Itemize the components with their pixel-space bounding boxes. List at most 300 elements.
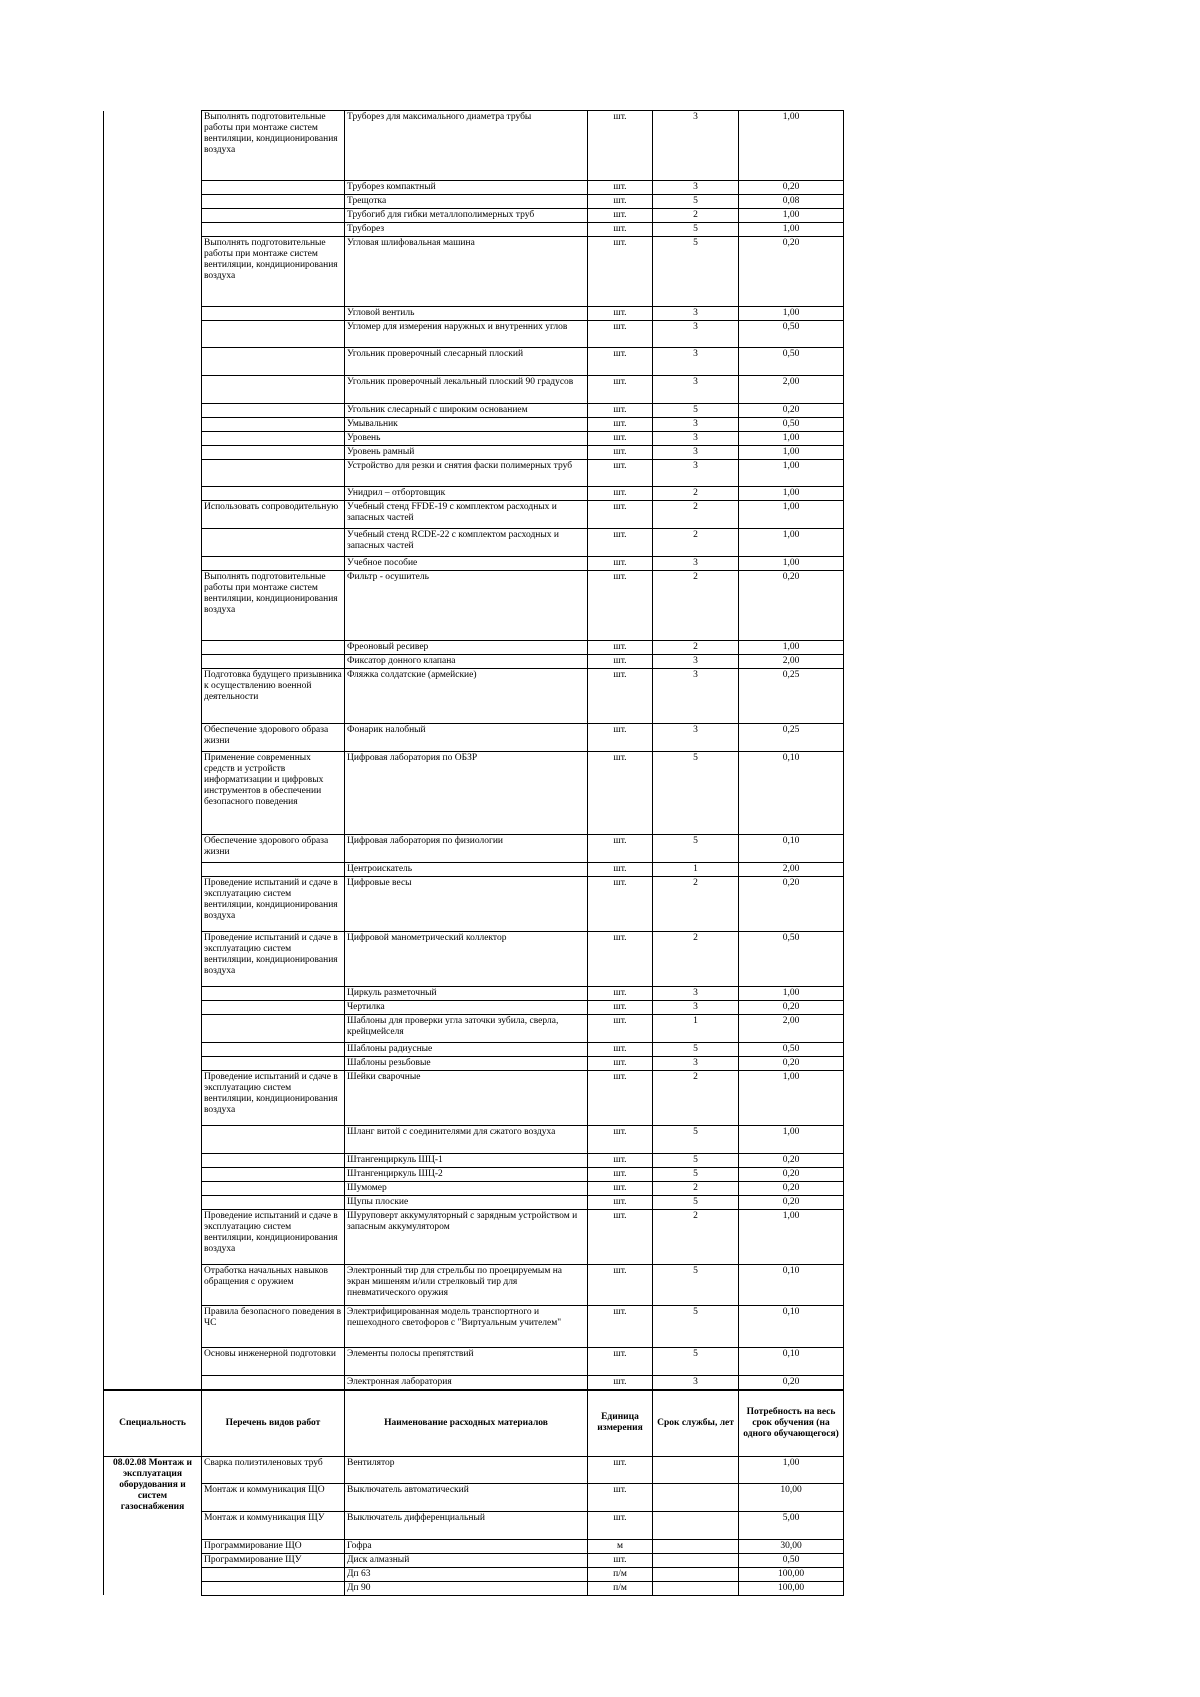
work-cell [202,1015,345,1043]
need-cell: 0,20 [739,1196,844,1210]
material-cell: Вентилятор [345,1456,588,1483]
table-row [104,1483,844,1511]
work-cell: Правила безопасного поведения в ЧС [202,1306,345,1348]
work-cell: Проведение испытаний и сдаче в эксплуатацию систем вентиляции, кондиционирования воздуха [202,1210,345,1265]
table-row [104,1015,844,1043]
unit-cell: шт. [588,1182,653,1196]
need-cell: 0,20 [739,1154,844,1168]
specialty-cell [104,1196,202,1210]
need-cell: 0,20 [739,181,844,195]
table-row [104,348,844,376]
material-cell: Учебное пособие [345,557,588,571]
life-cell: 5 [653,1043,739,1057]
work-cell: Обеспечение здорового образа жизни [202,724,345,752]
table-row [104,237,844,307]
unit-cell: шт. [588,487,653,501]
unit-cell: п/м [588,1567,653,1581]
need-cell: 1,00 [739,557,844,571]
need-cell: 1,00 [739,209,844,223]
table-row [104,1456,844,1483]
life-cell: 2 [653,641,739,655]
work-cell [202,1154,345,1168]
life-cell: 5 [653,1168,739,1182]
need-cell: 1,00 [739,987,844,1001]
unit-cell: шт. [588,1126,653,1154]
table-row [104,1581,844,1595]
need-cell: 0,10 [739,1306,844,1348]
specialty-cell [104,1306,202,1348]
table-row [104,1057,844,1071]
work-cell [202,460,345,487]
unit-cell: шт. [588,863,653,877]
specialty-cell [104,209,202,223]
unit-cell: шт. [588,1348,653,1376]
material-cell: Цифровые весы [345,877,588,932]
work-cell: Подготовка будущего призывника к осуществлению военной деятельности [202,669,345,724]
need-cell: 1,00 [739,1210,844,1265]
table-row [104,501,844,529]
work-cell [202,376,345,404]
life-cell: 3 [653,321,739,348]
work-cell [202,529,345,557]
life-cell [653,1581,739,1595]
table-row [104,557,844,571]
need-cell: 30,00 [739,1539,844,1553]
specialty-cell [104,529,202,557]
material-cell: Элементы полосы препятствий [345,1348,588,1376]
life-cell: 3 [653,432,739,446]
need-cell: 1,00 [739,1126,844,1154]
material-cell: Шумомер [345,1182,588,1196]
need-cell: 0,50 [739,932,844,987]
unit-cell: шт. [588,1210,653,1265]
life-cell: 3 [653,1001,739,1015]
specialty-cell [104,1581,202,1595]
header-specialty: Специальность [104,1390,202,1456]
table-row [104,487,844,501]
material-cell: Угольник проверочный слесарный плоский [345,348,588,376]
life-cell: 5 [653,1126,739,1154]
need-cell: 0,10 [739,1265,844,1306]
life-cell: 3 [653,348,739,376]
specialty-cell [104,1567,202,1581]
unit-cell: шт. [588,655,653,669]
unit-cell: шт. [588,1071,653,1126]
work-cell [202,307,345,321]
need-cell: 0,20 [739,1168,844,1182]
material-cell: Штангенциркуль ШЦ-2 [345,1168,588,1182]
life-cell: 2 [653,529,739,557]
unit-cell: шт. [588,1001,653,1015]
specialty-cell [104,1168,202,1182]
material-cell: Выключатель дифференциальный [345,1511,588,1539]
material-cell: Дп 63 [345,1567,588,1581]
need-cell: 1,00 [739,460,844,487]
life-cell: 2 [653,571,739,641]
section-one-body [104,111,844,1391]
material-cell: Уровень рамный [345,446,588,460]
work-cell [202,418,345,432]
specialty-cell [104,932,202,987]
material-cell: Шейки сварочные [345,1071,588,1126]
material-cell: Цифровая лаборатория по ОБЗР [345,752,588,835]
specialty-cell [104,1154,202,1168]
specialty-cell [104,181,202,195]
material-cell: Фиксатор донного клапана [345,655,588,669]
table-row [104,307,844,321]
work-cell: Обеспечение здорового образа жизни [202,835,345,863]
unit-cell: шт. [588,209,653,223]
life-cell: 5 [653,223,739,237]
work-cell [202,1182,345,1196]
material-cell: Угломер для измерения наружных и внутренних углов [345,321,588,348]
need-cell: 10,00 [739,1483,844,1511]
table-row [104,987,844,1001]
work-cell: Основы инженерной подготовки [202,1348,345,1376]
life-cell: 3 [653,1376,739,1391]
need-cell: 2,00 [739,655,844,669]
specialty-cell [104,987,202,1001]
unit-cell: шт. [588,1376,653,1391]
table-row [104,835,844,863]
need-cell: 1,00 [739,446,844,460]
work-cell [202,432,345,446]
need-cell: 0,50 [739,348,844,376]
unit-cell: шт. [588,223,653,237]
life-cell: 3 [653,460,739,487]
life-cell: 5 [653,752,739,835]
material-cell: Цифровой манометрический коллектор [345,932,588,987]
table-row [104,1126,844,1154]
work-cell [202,655,345,669]
need-cell: 0,50 [739,1553,844,1567]
header-life: Срок службы, лет [653,1390,739,1456]
specialty-cell [104,1043,202,1057]
need-cell: 0,10 [739,1348,844,1376]
life-cell [653,1511,739,1539]
work-cell: Проведение испытаний и сдаче в эксплуатацию систем вентиляции, кондиционирования воздуха [202,877,345,932]
unit-cell: шт. [588,237,653,307]
specialty-cell [104,460,202,487]
unit-cell: шт. [588,641,653,655]
unit-cell: шт. [588,501,653,529]
unit-cell: шт. [588,1306,653,1348]
work-cell [202,446,345,460]
table-row [104,529,844,557]
material-cell: Чертилка [345,1001,588,1015]
work-cell: Использовать сопроводительную [202,501,345,529]
specialty-cell [104,571,202,641]
life-cell: 3 [653,111,739,181]
specialty-cell [104,835,202,863]
table-row [104,1306,844,1348]
need-cell: 0,20 [739,1376,844,1391]
work-cell: Монтаж и коммуникация ЩУ [202,1511,345,1539]
need-cell: 1,00 [739,1071,844,1126]
specialty-cell [104,863,202,877]
need-cell: 0,20 [739,877,844,932]
document-page [103,110,843,1596]
specialty-cell [104,432,202,446]
specialty-cell [104,111,202,181]
work-cell [202,1001,345,1015]
table-row [104,1376,844,1391]
table-row [104,223,844,237]
work-cell [202,1196,345,1210]
need-cell: 1,00 [739,111,844,181]
need-cell: 0,20 [739,571,844,641]
life-cell: 2 [653,932,739,987]
life-cell [653,1567,739,1581]
material-cell: Учебный стенд RCDE-22 с комплектом расходных и запасных частей [345,529,588,557]
work-cell [202,1057,345,1071]
table-row [104,181,844,195]
table-row [104,446,844,460]
life-cell: 1 [653,1015,739,1043]
life-cell: 3 [653,418,739,432]
life-cell: 5 [653,1154,739,1168]
unit-cell: шт. [588,307,653,321]
table-row [104,1043,844,1057]
table-row [104,655,844,669]
material-cell: Шаблоны резьбовые [345,1057,588,1071]
material-cell: Цифровая лаборатория по физиологии [345,835,588,863]
unit-cell: шт. [588,1553,653,1567]
need-cell: 0,50 [739,321,844,348]
unit-cell: шт. [588,987,653,1001]
life-cell: 3 [653,307,739,321]
header-unit: Единица измерения [588,1390,653,1456]
unit-cell: шт. [588,1456,653,1483]
need-cell: 0,20 [739,237,844,307]
table-row [104,1001,844,1015]
table-row [104,877,844,932]
unit-cell: шт. [588,111,653,181]
table-row [104,1539,844,1553]
material-cell: Учебный стенд FFDE-19 с комплектом расходных и запасных частей [345,501,588,529]
life-cell: 2 [653,209,739,223]
table-row [104,1196,844,1210]
unit-cell: шт. [588,835,653,863]
unit-cell: шт. [588,932,653,987]
unit-cell: шт. [588,1154,653,1168]
specialty-cell [104,348,202,376]
unit-cell: шт. [588,877,653,932]
specialty-cell [104,641,202,655]
table-row [104,209,844,223]
unit-cell: шт. [588,1511,653,1539]
specialty-cell [104,487,202,501]
material-cell: Фильтр - осушитель [345,571,588,641]
material-cell: Шаблоны радиусные [345,1043,588,1057]
table-row [104,932,844,987]
table-row [104,1182,844,1196]
work-cell [202,321,345,348]
material-cell: Щупы плоские [345,1196,588,1210]
unit-cell: шт. [588,1015,653,1043]
need-cell: 0,50 [739,418,844,432]
material-cell: Фонарик налобный [345,724,588,752]
section-two-body [104,1390,844,1595]
unit-cell: шт. [588,348,653,376]
life-cell: 3 [653,724,739,752]
material-cell: Электронный тир для стрельбы по проецируемым на экран мишеням и/или стрелковый тир для пневматического оружия [345,1265,588,1306]
material-cell: Штангенциркуль ШЦ-1 [345,1154,588,1168]
work-cell [202,181,345,195]
table-row [104,1168,844,1182]
work-cell: Применение современных средств и устройств информатизации и цифровых инструментов в обеспечении безопасного поведения [202,752,345,835]
table-row [104,418,844,432]
life-cell: 5 [653,1196,739,1210]
table-row [104,724,844,752]
need-cell: 0,08 [739,195,844,209]
table-row [104,432,844,446]
material-cell: Фреоновый ресивер [345,641,588,655]
table-row [104,460,844,487]
specialty-cell [104,1265,202,1306]
table-row [104,321,844,348]
material-cell: Шаблоны для проверки угла заточки зубила, сверла, крейцмейселя [345,1015,588,1043]
specialty-cell [104,669,202,724]
material-cell: Трубогиб для гибки металлополимерных труб [345,209,588,223]
life-cell: 3 [653,655,739,669]
material-cell: Устройство для резки и снятия фаски полимерных труб [345,460,588,487]
life-cell: 5 [653,1348,739,1376]
materials-table [103,110,844,1596]
specialty-cell [104,307,202,321]
need-cell: 1,00 [739,223,844,237]
material-cell: Угольник слесарный с широким основанием [345,404,588,418]
table-row [104,111,844,181]
specialty-cell [104,1539,202,1553]
specialty-cell [104,195,202,209]
work-cell: Программирование ЩО [202,1539,345,1553]
work-cell: Выполнять подготовительные работы при монтаже систем вентиляции, кондиционирования воздуха [202,571,345,641]
header-works: Перечень видов работ [202,1390,345,1456]
life-cell: 2 [653,487,739,501]
specialty-cell [104,404,202,418]
work-cell: Проведение испытаний и сдаче в эксплуатацию систем вентиляции, кондиционирования воздуха [202,1071,345,1126]
specialty-cell [104,877,202,932]
need-cell: 1,00 [739,529,844,557]
unit-cell: шт. [588,195,653,209]
work-cell [202,487,345,501]
need-cell: 2,00 [739,376,844,404]
need-cell: 0,20 [739,1182,844,1196]
work-cell [202,641,345,655]
unit-cell: шт. [588,1057,653,1071]
material-cell: Унидрил – отбортовщик [345,487,588,501]
need-cell: 1,00 [739,641,844,655]
life-cell: 2 [653,1071,739,1126]
material-cell: Угольник проверочный лекальный плоский 90 градусов [345,376,588,404]
specialty-cell [104,223,202,237]
material-cell: Диск алмазный [345,1553,588,1567]
need-cell: 0,20 [739,1057,844,1071]
life-cell: 5 [653,237,739,307]
material-cell: Гофра [345,1539,588,1553]
work-cell [202,348,345,376]
work-cell: Сварка полиэтиленовых труб [202,1456,345,1483]
unit-cell: шт. [588,1196,653,1210]
specialty-cell [104,446,202,460]
life-cell: 3 [653,669,739,724]
unit-cell: шт. [588,1168,653,1182]
work-cell [202,404,345,418]
material-cell: Труборез компактный [345,181,588,195]
material-cell: Угловой вентиль [345,307,588,321]
need-cell: 100,00 [739,1567,844,1581]
need-cell: 2,00 [739,1015,844,1043]
header-need: Потребность на весь срок обучения (на одного обучающегося) [739,1390,844,1456]
specialty-cell [104,655,202,669]
unit-cell: шт. [588,571,653,641]
table-row [104,571,844,641]
need-cell: 5,00 [739,1511,844,1539]
header-row [104,1390,844,1456]
material-cell: Трещотка [345,195,588,209]
specialty-cell [104,1553,202,1567]
table-row [104,1265,844,1306]
work-cell: Монтаж и коммуникация ЩО [202,1483,345,1511]
life-cell [653,1539,739,1553]
work-cell: Выполнять подготовительные работы при монтаже систем вентиляции, кондиционирования воздуха [202,111,345,181]
need-cell: 1,00 [739,487,844,501]
table-row [104,1511,844,1539]
table-row [104,404,844,418]
material-cell: Электрифицированная модель транспортного и пешеходного светофоров с "Виртуальным учителем" [345,1306,588,1348]
unit-cell: шт. [588,418,653,432]
material-cell: Циркуль разметочный [345,987,588,1001]
work-cell: Программирование ЩУ [202,1553,345,1567]
life-cell: 3 [653,181,739,195]
specialty-cell [104,376,202,404]
life-cell: 2 [653,1182,739,1196]
specialty-cell [104,1182,202,1196]
material-cell: Электронная лаборатория [345,1376,588,1391]
need-cell: 0,25 [739,669,844,724]
material-cell: Умывальник [345,418,588,432]
work-cell [202,557,345,571]
need-cell: 0,10 [739,835,844,863]
specialty-cell [104,418,202,432]
table-row [104,1210,844,1265]
material-cell: Дп 90 [345,1581,588,1595]
unit-cell: шт. [588,321,653,348]
material-cell: Центроискатель [345,863,588,877]
table-row [104,669,844,724]
specialty-cell [104,1057,202,1071]
table-row [104,1567,844,1581]
work-cell: Выполнять подготовительные работы при монтаже систем вентиляции, кондиционирования воздуха [202,237,345,307]
unit-cell: шт. [588,1483,653,1511]
specialty-cell [104,1376,202,1391]
unit-cell: шт. [588,432,653,446]
work-cell [202,1168,345,1182]
table-row [104,1154,844,1168]
life-cell: 1 [653,863,739,877]
need-cell: 0,20 [739,404,844,418]
work-cell [202,987,345,1001]
specialty-cell [104,1210,202,1265]
work-cell [202,863,345,877]
unit-cell: шт. [588,460,653,487]
specialty-cell [104,321,202,348]
material-cell: Труборез [345,223,588,237]
unit-cell: шт. [588,446,653,460]
unit-cell: шт. [588,752,653,835]
life-cell [653,1553,739,1567]
